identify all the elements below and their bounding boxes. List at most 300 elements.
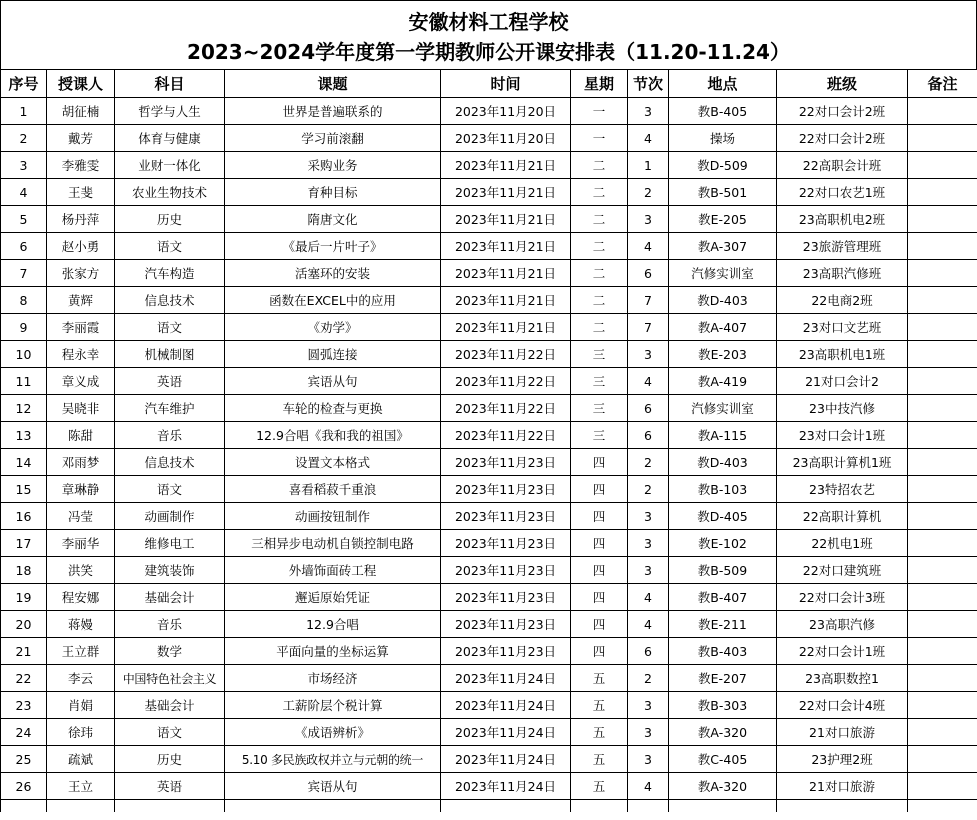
cell-weekday: 一 (571, 98, 628, 125)
cell-index: 3 (1, 152, 47, 179)
cell-teacher: 蒋嫚 (47, 611, 115, 638)
cell-topic: 市场经济 (225, 665, 441, 692)
cell-weekday: 五 (571, 719, 628, 746)
cell-index: 5 (1, 206, 47, 233)
cell-period: 4 (628, 584, 669, 611)
empty-cell (115, 800, 225, 813)
cell-location: 教B-509 (669, 557, 777, 584)
cell-teacher: 徐玮 (47, 719, 115, 746)
cell-subject: 维修电工 (115, 530, 225, 557)
table-row (1, 611, 977, 638)
table-row (1, 395, 977, 422)
cell-index: 26 (1, 773, 47, 800)
cell-date: 2023年11月22日 (441, 422, 571, 449)
cell-class: 21对口会计2 (777, 368, 908, 395)
cell-weekday: 五 (571, 665, 628, 692)
cell-subject: 音乐 (115, 422, 225, 449)
cell-topic: 宾语从句 (225, 368, 441, 395)
header-period: 节次 (628, 70, 669, 98)
title-block (0, 0, 977, 70)
cell-remarks (908, 206, 977, 233)
cell-subject: 农业生物技术 (115, 179, 225, 206)
cell-date: 2023年11月20日 (441, 125, 571, 152)
cell-class: 22对口会计2班 (777, 98, 908, 125)
cell-class: 22高职会计班 (777, 152, 908, 179)
cell-topic: 外墙饰面砖工程 (225, 557, 441, 584)
cell-remarks (908, 773, 977, 800)
cell-topic: 邂逅原始凭证 (225, 584, 441, 611)
cell-date: 2023年11月23日 (441, 584, 571, 611)
cell-topic: 活塞环的安装 (225, 260, 441, 287)
cell-topic: 动画按钮制作 (225, 503, 441, 530)
cell-location: 教E-211 (669, 611, 777, 638)
table-row (1, 260, 977, 287)
cell-location: 教D-405 (669, 503, 777, 530)
cell-topic: 12.9合唱《我和我的祖国》 (225, 422, 441, 449)
cell-period: 4 (628, 773, 669, 800)
table-row (1, 773, 977, 800)
cell-period: 3 (628, 503, 669, 530)
header-class: 班级 (777, 70, 908, 98)
cell-topic: 12.9合唱 (225, 611, 441, 638)
cell-date: 2023年11月21日 (441, 179, 571, 206)
cell-class: 23护理2班 (777, 746, 908, 773)
cell-date: 2023年11月24日 (441, 773, 571, 800)
cell-index: 7 (1, 260, 47, 287)
cell-location: 汽修实训室 (669, 395, 777, 422)
header-remarks: 备注 (908, 70, 977, 98)
cell-class: 22对口农艺1班 (777, 179, 908, 206)
cell-subject: 机械制图 (115, 341, 225, 368)
cell-teacher: 肖娟 (47, 692, 115, 719)
empty-cell (628, 800, 669, 813)
cell-remarks (908, 719, 977, 746)
cell-location: 汽修实训室 (669, 260, 777, 287)
cell-class: 22对口会计2班 (777, 125, 908, 152)
cell-topic: 育种目标 (225, 179, 441, 206)
cell-class: 22对口会计1班 (777, 638, 908, 665)
cell-weekday: 二 (571, 314, 628, 341)
cell-class: 23旅游管理班 (777, 233, 908, 260)
cell-remarks (908, 395, 977, 422)
table-row (1, 449, 977, 476)
cell-date: 2023年11月24日 (441, 692, 571, 719)
table-row (1, 206, 977, 233)
cell-period: 4 (628, 125, 669, 152)
cell-date: 2023年11月23日 (441, 557, 571, 584)
cell-subject: 信息技术 (115, 449, 225, 476)
cell-remarks (908, 611, 977, 638)
header-date: 时间 (441, 70, 571, 98)
cell-remarks (908, 341, 977, 368)
cell-class: 22机电1班 (777, 530, 908, 557)
cell-remarks (908, 638, 977, 665)
cell-teacher: 王立群 (47, 638, 115, 665)
cell-location: 教D-403 (669, 287, 777, 314)
cell-subject: 英语 (115, 368, 225, 395)
cell-date: 2023年11月23日 (441, 449, 571, 476)
cell-period: 3 (628, 341, 669, 368)
cell-topic: 三相异步电动机自锁控制电路 (225, 530, 441, 557)
cell-class: 21对口旅游 (777, 719, 908, 746)
cell-period: 4 (628, 368, 669, 395)
cell-teacher: 陈甜 (47, 422, 115, 449)
cell-period: 4 (628, 233, 669, 260)
cell-topic: 车轮的检查与更换 (225, 395, 441, 422)
cell-teacher: 李云 (47, 665, 115, 692)
cell-class: 23高职计算机1班 (777, 449, 908, 476)
cell-remarks (908, 125, 977, 152)
cell-period: 7 (628, 314, 669, 341)
cell-class: 22对口建筑班 (777, 557, 908, 584)
cell-location: 教A-419 (669, 368, 777, 395)
cell-weekday: 四 (571, 611, 628, 638)
cell-location: 教E-203 (669, 341, 777, 368)
cell-date: 2023年11月23日 (441, 476, 571, 503)
cell-period: 6 (628, 260, 669, 287)
cell-weekday: 四 (571, 557, 628, 584)
cell-date: 2023年11月24日 (441, 746, 571, 773)
cell-date: 2023年11月22日 (441, 341, 571, 368)
cell-class: 23高职机电1班 (777, 341, 908, 368)
cell-period: 2 (628, 665, 669, 692)
cell-index: 11 (1, 368, 47, 395)
cell-topic: 函数在EXCEL中的应用 (225, 287, 441, 314)
cell-class: 23高职汽修班 (777, 260, 908, 287)
cell-subject: 哲学与人生 (115, 98, 225, 125)
cell-location: 教A-320 (669, 719, 777, 746)
cell-class: 23特招农艺 (777, 476, 908, 503)
cell-subject: 数学 (115, 638, 225, 665)
cell-location: 教B-303 (669, 692, 777, 719)
cell-subject: 语文 (115, 314, 225, 341)
cell-remarks (908, 449, 977, 476)
table-row (1, 233, 977, 260)
header-topic: 课题 (225, 70, 441, 98)
empty-cell (777, 800, 908, 813)
cell-date: 2023年11月21日 (441, 233, 571, 260)
cell-weekday: 四 (571, 530, 628, 557)
table-row (1, 368, 977, 395)
cell-index: 8 (1, 287, 47, 314)
empty-cell (669, 800, 777, 813)
table-row (1, 152, 977, 179)
cell-index: 20 (1, 611, 47, 638)
cell-weekday: 三 (571, 341, 628, 368)
cell-location: 教E-207 (669, 665, 777, 692)
cell-topic: 工薪阶层个税计算 (225, 692, 441, 719)
cell-weekday: 五 (571, 773, 628, 800)
cell-subject: 语文 (115, 719, 225, 746)
cell-teacher: 邓雨梦 (47, 449, 115, 476)
cell-location: 教B-501 (669, 179, 777, 206)
cell-date: 2023年11月24日 (441, 719, 571, 746)
header-row (1, 70, 977, 98)
cell-class: 23高职数控1 (777, 665, 908, 692)
cell-remarks (908, 584, 977, 611)
cell-index: 24 (1, 719, 47, 746)
cell-location: 教B-103 (669, 476, 777, 503)
cell-date: 2023年11月21日 (441, 206, 571, 233)
cell-topic: 《成语辨析》 (225, 719, 441, 746)
cell-subject: 基础会计 (115, 692, 225, 719)
cell-date: 2023年11月24日 (441, 665, 571, 692)
cell-location: 教A-407 (669, 314, 777, 341)
header-teacher: 授课人 (47, 70, 115, 98)
table-row (1, 476, 977, 503)
cell-index: 2 (1, 125, 47, 152)
table-row (1, 98, 977, 125)
cell-topic: 隋唐文化 (225, 206, 441, 233)
cell-period: 2 (628, 449, 669, 476)
cell-date: 2023年11月21日 (441, 260, 571, 287)
cell-teacher: 杨丹萍 (47, 206, 115, 233)
cell-date: 2023年11月21日 (441, 287, 571, 314)
cell-date: 2023年11月22日 (441, 368, 571, 395)
cell-location: 教D-403 (669, 449, 777, 476)
header-index: 序号 (1, 70, 47, 98)
cell-remarks (908, 314, 977, 341)
header-subject: 科目 (115, 70, 225, 98)
cell-teacher: 戴芳 (47, 125, 115, 152)
empty-cell (571, 800, 628, 813)
cell-subject: 英语 (115, 773, 225, 800)
cell-remarks (908, 368, 977, 395)
cell-class: 22电商2班 (777, 287, 908, 314)
cell-subject: 历史 (115, 746, 225, 773)
cell-subject: 中国特色社会主义 (115, 665, 225, 692)
cell-date: 2023年11月21日 (441, 152, 571, 179)
cell-location: 教C-405 (669, 746, 777, 773)
cell-subject: 基础会计 (115, 584, 225, 611)
cell-weekday: 五 (571, 746, 628, 773)
cell-location: 教B-403 (669, 638, 777, 665)
table-row (1, 179, 977, 206)
cell-class: 22高职计算机 (777, 503, 908, 530)
cell-subject: 汽车维护 (115, 395, 225, 422)
cell-period: 6 (628, 422, 669, 449)
cell-remarks (908, 179, 977, 206)
cell-weekday: 三 (571, 422, 628, 449)
cell-teacher: 洪笑 (47, 557, 115, 584)
cell-location: 教B-405 (669, 98, 777, 125)
cell-weekday: 二 (571, 179, 628, 206)
cell-remarks (908, 692, 977, 719)
cell-subject: 业财一体化 (115, 152, 225, 179)
table-row (1, 125, 977, 152)
cell-period: 3 (628, 98, 669, 125)
cell-index: 9 (1, 314, 47, 341)
cell-topic: 采购业务 (225, 152, 441, 179)
cell-remarks (908, 476, 977, 503)
cell-subject: 汽车构造 (115, 260, 225, 287)
header-weekday: 星期 (571, 70, 628, 98)
header-location: 地点 (669, 70, 777, 98)
table-row (1, 746, 977, 773)
table-row (1, 422, 977, 449)
cell-topic: 学习前滚翻 (225, 125, 441, 152)
cell-index: 10 (1, 341, 47, 368)
cell-remarks (908, 422, 977, 449)
cell-teacher: 赵小勇 (47, 233, 115, 260)
empty-cell (908, 800, 977, 813)
cell-period: 4 (628, 611, 669, 638)
empty-cell (441, 800, 571, 813)
cell-topic: 世界是普遍联系的 (225, 98, 441, 125)
cell-date: 2023年11月23日 (441, 530, 571, 557)
cell-subject: 建筑装饰 (115, 557, 225, 584)
schedule-title: 2023~2024学年度第一学期教师公开课安排表（11.20-11.24） (187, 40, 790, 64)
cell-index: 16 (1, 503, 47, 530)
cell-remarks (908, 233, 977, 260)
cell-class: 21对口旅游 (777, 773, 908, 800)
cell-subject: 体育与健康 (115, 125, 225, 152)
cell-index: 14 (1, 449, 47, 476)
cell-class: 22对口会计4班 (777, 692, 908, 719)
table-row (1, 530, 977, 557)
cell-index: 6 (1, 233, 47, 260)
cell-teacher: 胡征楠 (47, 98, 115, 125)
cell-weekday: 三 (571, 395, 628, 422)
cell-location: 教A-320 (669, 773, 777, 800)
table-row (1, 557, 977, 584)
cell-subject: 动画制作 (115, 503, 225, 530)
table-row (1, 719, 977, 746)
cell-class: 23对口会计1班 (777, 422, 908, 449)
cell-class: 23对口文艺班 (777, 314, 908, 341)
cell-teacher: 疏斌 (47, 746, 115, 773)
cell-subject: 历史 (115, 206, 225, 233)
cell-weekday: 二 (571, 152, 628, 179)
cell-location: 教E-205 (669, 206, 777, 233)
cell-weekday: 二 (571, 260, 628, 287)
cell-index: 23 (1, 692, 47, 719)
table-row (1, 503, 977, 530)
cell-date: 2023年11月23日 (441, 503, 571, 530)
cell-remarks (908, 152, 977, 179)
cell-index: 22 (1, 665, 47, 692)
cell-index: 13 (1, 422, 47, 449)
table-row (1, 287, 977, 314)
empty-cell (47, 800, 115, 813)
cell-period: 3 (628, 557, 669, 584)
empty-cell (1, 800, 47, 813)
cell-topic: 5.10 多民族政权并立与元朝的统一 (225, 746, 441, 773)
cell-topic: 《最后一片叶子》 (225, 233, 441, 260)
cell-subject: 信息技术 (115, 287, 225, 314)
cell-period: 3 (628, 692, 669, 719)
cell-index: 1 (1, 98, 47, 125)
cell-period: 3 (628, 530, 669, 557)
cell-remarks (908, 503, 977, 530)
cell-teacher: 李雅雯 (47, 152, 115, 179)
cell-teacher: 李丽霞 (47, 314, 115, 341)
cell-period: 2 (628, 179, 669, 206)
cell-teacher: 张家方 (47, 260, 115, 287)
cell-teacher: 黄辉 (47, 287, 115, 314)
cell-date: 2023年11月20日 (441, 98, 571, 125)
table-body (1, 98, 977, 813)
cell-location: 教D-509 (669, 152, 777, 179)
cell-weekday: 二 (571, 233, 628, 260)
cell-index: 15 (1, 476, 47, 503)
cell-subject: 语文 (115, 233, 225, 260)
cell-date: 2023年11月21日 (441, 314, 571, 341)
cell-subject: 语文 (115, 476, 225, 503)
cell-topic: 设置文本格式 (225, 449, 441, 476)
cell-teacher: 程安娜 (47, 584, 115, 611)
cell-weekday: 二 (571, 287, 628, 314)
cell-remarks (908, 746, 977, 773)
table-row (1, 692, 977, 719)
cell-teacher: 李丽华 (47, 530, 115, 557)
table-row (1, 314, 977, 341)
table-row (1, 638, 977, 665)
cell-index: 17 (1, 530, 47, 557)
cell-class: 23中技汽修 (777, 395, 908, 422)
table-row (1, 665, 977, 692)
cell-teacher: 吴晓非 (47, 395, 115, 422)
cell-topic: 圆弧连接 (225, 341, 441, 368)
cell-class: 23高职机电2班 (777, 206, 908, 233)
cell-remarks (908, 98, 977, 125)
cell-weekday: 二 (571, 206, 628, 233)
cell-period: 3 (628, 206, 669, 233)
cell-weekday: 四 (571, 503, 628, 530)
cell-period: 6 (628, 638, 669, 665)
cell-class: 22对口会计3班 (777, 584, 908, 611)
cell-index: 4 (1, 179, 47, 206)
empty-row (1, 800, 977, 813)
table-row (1, 584, 977, 611)
cell-index: 12 (1, 395, 47, 422)
cell-remarks (908, 287, 977, 314)
cell-location: 教B-407 (669, 584, 777, 611)
cell-topic: 平面向量的坐标运算 (225, 638, 441, 665)
cell-weekday: 一 (571, 125, 628, 152)
cell-teacher: 王立 (47, 773, 115, 800)
table-row (1, 341, 977, 368)
cell-remarks (908, 557, 977, 584)
cell-teacher: 冯莹 (47, 503, 115, 530)
cell-date: 2023年11月23日 (441, 611, 571, 638)
cell-date: 2023年11月23日 (441, 638, 571, 665)
cell-teacher: 程永幸 (47, 341, 115, 368)
cell-weekday: 四 (571, 584, 628, 611)
cell-teacher: 王斐 (47, 179, 115, 206)
cell-subject: 音乐 (115, 611, 225, 638)
school-name: 安徽材料工程学校 (408, 10, 569, 34)
cell-remarks (908, 260, 977, 287)
cell-remarks (908, 530, 977, 557)
cell-teacher: 章义成 (47, 368, 115, 395)
cell-index: 25 (1, 746, 47, 773)
cell-location: 教A-115 (669, 422, 777, 449)
schedule-table (0, 69, 977, 812)
cell-location: 教A-307 (669, 233, 777, 260)
cell-period: 2 (628, 476, 669, 503)
cell-index: 18 (1, 557, 47, 584)
cell-index: 21 (1, 638, 47, 665)
cell-location: 教E-102 (669, 530, 777, 557)
cell-date: 2023年11月22日 (441, 395, 571, 422)
cell-weekday: 四 (571, 476, 628, 503)
cell-class: 23高职汽修 (777, 611, 908, 638)
cell-weekday: 三 (571, 368, 628, 395)
cell-period: 3 (628, 746, 669, 773)
cell-location: 操场 (669, 125, 777, 152)
cell-topic: 喜看稻菽千重浪 (225, 476, 441, 503)
